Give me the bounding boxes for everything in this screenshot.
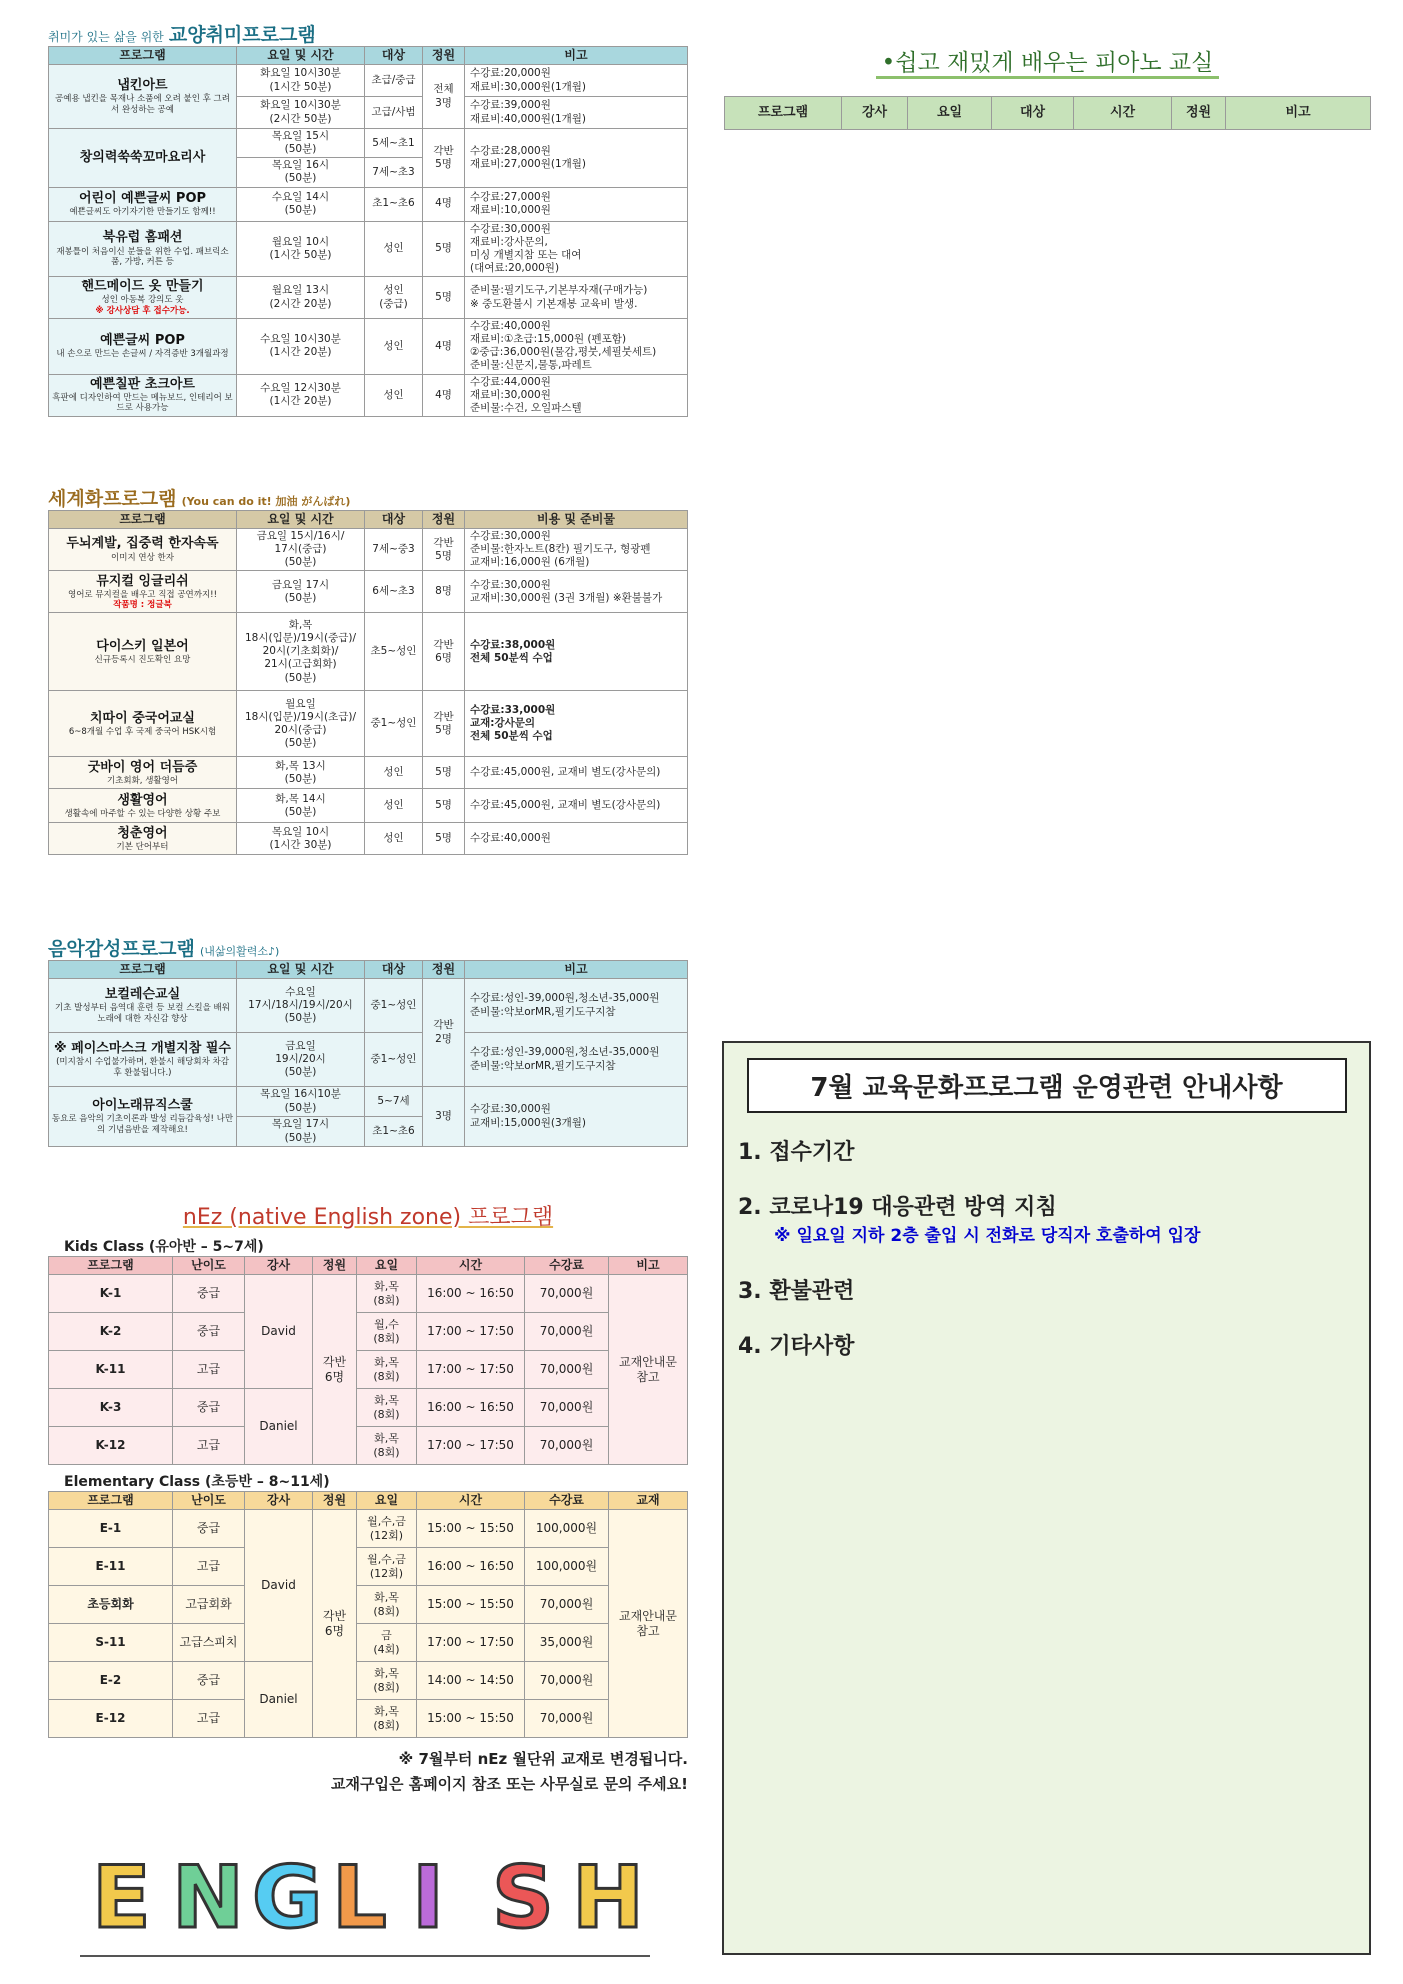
cell: 중1~성인 bbox=[365, 1033, 423, 1087]
piano-heading bbox=[724, 44, 1371, 96]
cell: 화,목 18시(입문)/19시(중급)/ 20시(기초회화)/ 21시(고급회화) (50분) bbox=[237, 613, 365, 691]
class-code: K-3 bbox=[49, 1389, 173, 1427]
english-letter: H bbox=[572, 1848, 644, 1948]
cell: 고급스피치 bbox=[173, 1624, 245, 1662]
global-title: 세계화프로그램 bbox=[48, 488, 177, 510]
english-letter: L bbox=[332, 1848, 387, 1948]
program-name: 예쁜글씨 POP 내 손으로 만드는 손글씨 / 자격증반 3개월과정 bbox=[49, 319, 237, 375]
global-table bbox=[48, 510, 688, 855]
column-header: 정원 bbox=[423, 47, 465, 65]
column-header: 시간 bbox=[417, 1492, 525, 1510]
cell: 16:00 ~ 16:50 bbox=[417, 1275, 525, 1313]
table-row bbox=[49, 1313, 688, 1351]
cell: 고급 bbox=[173, 1351, 245, 1389]
column-header: 요일 및 시간 bbox=[237, 511, 365, 529]
program-name: 보컬레슨교실 기초 발성부터 음역대 훈련 등 보컬 스킬을 배워 노래에 대한 자신감 향상 bbox=[49, 979, 237, 1033]
column-header: 난이도 bbox=[173, 1257, 245, 1275]
cell: 5명 bbox=[423, 789, 465, 823]
cell: 목요일 10시 (1시간 30분) bbox=[237, 823, 365, 855]
table-row bbox=[49, 319, 688, 375]
cell: 5명 bbox=[423, 757, 465, 789]
cell: 성인 bbox=[365, 757, 423, 789]
column-header: 정원 bbox=[423, 961, 465, 979]
english-letter: I bbox=[412, 1848, 444, 1948]
cell: 월,수,금 (12회) bbox=[357, 1548, 417, 1586]
english-baseline bbox=[80, 1955, 650, 1957]
cell: 초1~초6 bbox=[365, 187, 423, 221]
column-header: 프로그램 bbox=[49, 961, 237, 979]
cell: 수요일 10시30분 (1시간 20분) bbox=[237, 319, 365, 375]
program-name: 굿바이 영어 더듬증 기초회화, 생활영어 bbox=[49, 757, 237, 789]
cell: 4명 bbox=[423, 187, 465, 221]
cell: 고급회화 bbox=[173, 1586, 245, 1624]
table-row bbox=[49, 757, 688, 789]
class-code: E-2 bbox=[49, 1662, 173, 1700]
cell: 화,목 (8회) bbox=[357, 1427, 417, 1465]
notice-section-2: 2. 코로나19 대응관련 방역 지침 bbox=[738, 1195, 1057, 1220]
program-name: 두뇌계발, 집중력 한자속독 이미지 연상 한자 bbox=[49, 529, 237, 571]
cell: 금요일 17시 (50분) bbox=[237, 571, 365, 613]
program-name: 예쁜칠판 초크아트 흑판에 디자인하여 만드는 메뉴보드, 인테리어 보드로 사용가능 bbox=[49, 374, 237, 416]
table-row bbox=[49, 691, 688, 757]
cell: 목요일 15시 (50분) bbox=[237, 129, 365, 158]
program-name: 생활영어 생활속에 마주할 수 있는 다양한 상황 주보 bbox=[49, 789, 237, 823]
table-row bbox=[49, 1624, 688, 1662]
program-name: 청춘영어 기본 단어부터 bbox=[49, 823, 237, 855]
cell: 초급/중급 bbox=[365, 65, 423, 97]
table-row bbox=[49, 277, 688, 319]
cell: 중급 bbox=[173, 1275, 245, 1313]
cell: 16:00 ~ 16:50 bbox=[417, 1389, 525, 1427]
piano-section bbox=[724, 44, 1371, 130]
table-row bbox=[49, 613, 688, 691]
program-name: ※ 페이스마스크 개별지참 필수 (미지참시 수업불가하며, 환불시 해당회차 차감 후 환불됩니다.) bbox=[49, 1033, 237, 1087]
cell: 중급 bbox=[173, 1662, 245, 1700]
class-code: 초등회화 bbox=[49, 1586, 173, 1624]
notice-section-3: 3. 환불관련 bbox=[738, 1279, 855, 1304]
notice-section-4: 4. 기타사항 bbox=[738, 1334, 855, 1359]
cell: 목요일 16시10분 (50분) bbox=[237, 1087, 365, 1117]
music-heading bbox=[48, 934, 688, 960]
cell: 17:00 ~ 17:50 bbox=[417, 1624, 525, 1662]
column-header: 프로그램 bbox=[49, 511, 237, 529]
english-letter: E bbox=[92, 1848, 151, 1948]
column-header: 대상 bbox=[992, 97, 1074, 130]
cell: 수강료:39,000원 재료비:40,000원(1개월) bbox=[465, 97, 688, 129]
cell: 5명 bbox=[423, 221, 465, 277]
class-code: K-12 bbox=[49, 1427, 173, 1465]
cell: 5세~초1 bbox=[365, 129, 423, 158]
cell: 각반 5명 bbox=[423, 129, 465, 188]
music-table bbox=[48, 960, 688, 1147]
table-row bbox=[49, 1427, 688, 1465]
cell: 교재안내문 참고 bbox=[609, 1510, 688, 1738]
cell: 성인 bbox=[365, 319, 423, 375]
culture-heading bbox=[48, 20, 688, 46]
nez-title: nEz (native English zone) 프로그램 bbox=[182, 1205, 554, 1230]
table-row bbox=[49, 529, 688, 571]
notice-s2-blue: ※ 일요일 지하 2층 출입 시 전화로 당직자 호출하여 입장 bbox=[774, 1226, 1201, 1246]
column-header: 프로그램 bbox=[49, 47, 237, 65]
cell: 수강료:30,000원 재료비:강사문의, 미싱 개별지참 또는 대여 (대여료:20,000원) bbox=[465, 221, 688, 277]
column-header: 정원 bbox=[1172, 97, 1226, 130]
class-code: E-11 bbox=[49, 1548, 173, 1586]
cell: 16:00 ~ 16:50 bbox=[417, 1548, 525, 1586]
cell: 15:00 ~ 15:50 bbox=[417, 1510, 525, 1548]
column-header: 요일 및 시간 bbox=[237, 47, 365, 65]
cell: 화요일 10시30분 (1시간 50분) bbox=[237, 65, 365, 97]
cell: 화요일 10시30분 (2시간 50분) bbox=[237, 97, 365, 129]
cell: 17:00 ~ 17:50 bbox=[417, 1351, 525, 1389]
cell: 월요일 18시(입문)/19시(초급)/ 20시(중급) (50분) bbox=[237, 691, 365, 757]
cell: 고급 bbox=[173, 1548, 245, 1586]
cell: 수요일 12시30분 (1시간 20분) bbox=[237, 374, 365, 416]
program-name: 창의력쑥쑥꼬마요리사 bbox=[49, 129, 237, 188]
teacher: Daniel bbox=[245, 1662, 313, 1738]
cell: 5명 bbox=[423, 277, 465, 319]
cell: 6세~초3 bbox=[365, 571, 423, 613]
cell: 수강료:성인-39,000원,청소년-35,000원 준비물:악보orMR,필기도구지참 bbox=[465, 1033, 688, 1087]
cell: 화,목 (8회) bbox=[357, 1662, 417, 1700]
cell: 4명 bbox=[423, 374, 465, 416]
global-heading bbox=[48, 484, 688, 510]
cell: 초5~성인 bbox=[365, 613, 423, 691]
cell: 수강료:33,000원 교재:강사문의 전체 50분씩 수업 bbox=[465, 691, 688, 757]
cell: 준비물:필기도구,기본부자재(구매가능) ※ 중도환불시 기본재봉 교육비 발생. bbox=[465, 277, 688, 319]
teacher: Daniel bbox=[245, 1389, 313, 1465]
cell: 70,000원 bbox=[525, 1586, 609, 1624]
cell: 화,목 (8회) bbox=[357, 1389, 417, 1427]
table-row bbox=[49, 1389, 688, 1427]
cell: 수강료:30,000원 교재비:15,000원(3개월) bbox=[465, 1087, 688, 1147]
cell: 각반 5명 bbox=[423, 529, 465, 571]
table-row bbox=[49, 1087, 688, 1117]
cell: 수요일 17시/18시/19시/20시 (50분) bbox=[237, 979, 365, 1033]
cell: 70,000원 bbox=[525, 1700, 609, 1738]
column-header: 강사 bbox=[245, 1257, 313, 1275]
cell: 3명 bbox=[423, 1087, 465, 1147]
cell: 목요일 16시 (50분) bbox=[237, 158, 365, 187]
table-row bbox=[49, 65, 688, 97]
cell: 성인 bbox=[365, 789, 423, 823]
program-name: 뮤지컬 잉글리쉬 영어로 뮤지컬을 배우고 직접 공연까지!! 작품명 : 정글북 bbox=[49, 571, 237, 613]
cell: 중급 bbox=[173, 1389, 245, 1427]
cell: 각반 2명 bbox=[423, 979, 465, 1087]
cell: 전체 3명 bbox=[423, 65, 465, 129]
cell: 70,000원 bbox=[525, 1427, 609, 1465]
cell: 4명 bbox=[423, 319, 465, 375]
cell: 수강료:30,000원 교재비:30,000원 (3권 3개월) ※환불불가 bbox=[465, 571, 688, 613]
elem-table bbox=[48, 1491, 688, 1738]
column-header: 수강료 bbox=[525, 1257, 609, 1275]
cell: 중급 bbox=[173, 1313, 245, 1351]
table-row bbox=[49, 823, 688, 855]
cell: 14:00 ~ 14:50 bbox=[417, 1662, 525, 1700]
cell: 15:00 ~ 15:50 bbox=[417, 1586, 525, 1624]
column-header: 프로그램 bbox=[49, 1492, 173, 1510]
column-header: 프로그램 bbox=[725, 97, 842, 130]
column-header: 대상 bbox=[365, 961, 423, 979]
cell: 100,000원 bbox=[525, 1548, 609, 1586]
piano-table bbox=[724, 96, 1371, 130]
cell: 수강료:38,000원 전체 50분씩 수업 bbox=[465, 613, 688, 691]
cell: 중1~성인 bbox=[365, 691, 423, 757]
table-row bbox=[49, 1033, 688, 1087]
music-title: 음악감성프로그램 bbox=[48, 938, 195, 960]
cell: 수강료:30,000원 준비물:한자노트(8칸) 필기도구, 형광펜 교재비:16,000원 (6개월) bbox=[465, 529, 688, 571]
cell: 수요일 14시 (50분) bbox=[237, 187, 365, 221]
table-row bbox=[49, 1662, 688, 1700]
cell: 수강료:45,000원, 교재비 별도(강사문의) bbox=[465, 789, 688, 823]
cell: 100,000원 bbox=[525, 1510, 609, 1548]
table-row bbox=[49, 1548, 688, 1586]
class-code: S-11 bbox=[49, 1624, 173, 1662]
program-name: 북유럽 홈패션 재봉틀이 처음이신 분들을 위한 수업. 패브릭소품, 가방, 커튼 등 bbox=[49, 221, 237, 277]
cell: 수강료:20,000원 재료비:30,000원(1개월) bbox=[465, 65, 688, 97]
class-code: E-1 bbox=[49, 1510, 173, 1548]
cell: 초1~초6 bbox=[365, 1117, 423, 1147]
table-row bbox=[49, 221, 688, 277]
column-header: 시간 bbox=[417, 1257, 525, 1275]
cell: 수강료:40,000원 재료비:①초급:15,000원 (펜포함) ②중급:36,000원(물감,평붓,세필붓세트) 준비물:신문지,물통,파레트 bbox=[465, 319, 688, 375]
cell: 금요일 15시/16시/ 17시(중급) (50분) bbox=[237, 529, 365, 571]
table-row bbox=[49, 1510, 688, 1548]
cell: 월요일 10시 (1시간 50분) bbox=[237, 221, 365, 277]
program-name: 냅킨아트 공예용 냅킨을 목재나 소품에 오려 붙인 후 그려서 완성하는 공예 bbox=[49, 65, 237, 129]
global-section bbox=[48, 484, 688, 855]
class-code: K-1 bbox=[49, 1275, 173, 1313]
program-name: 다이스키 일본어 신규등록시 진도확인 요망 bbox=[49, 613, 237, 691]
cell: 수강료:45,000원, 교재비 별도(강사문의) bbox=[465, 757, 688, 789]
column-header: 비고 bbox=[1226, 97, 1371, 130]
cell: 70,000원 bbox=[525, 1389, 609, 1427]
nez-section bbox=[48, 1200, 688, 1794]
cell: 성인 bbox=[365, 823, 423, 855]
cell: 성인 bbox=[365, 374, 423, 416]
column-header: 강사 bbox=[245, 1492, 313, 1510]
cell: 수강료:성인-39,000원,청소년-35,000원 준비물:악보orMR,필기도구지참 bbox=[465, 979, 688, 1033]
cell: 15:00 ~ 15:50 bbox=[417, 1700, 525, 1738]
column-header: 프로그램 bbox=[49, 1257, 173, 1275]
table-row bbox=[49, 979, 688, 1033]
cell: 성인 (중급) bbox=[365, 277, 423, 319]
table-row bbox=[49, 129, 688, 158]
column-header: 요일 bbox=[357, 1492, 417, 1510]
cell: 35,000원 bbox=[525, 1624, 609, 1662]
cell: 각반 6명 bbox=[313, 1510, 357, 1738]
cell: 수강료:40,000원 bbox=[465, 823, 688, 855]
column-header: 비고 bbox=[609, 1257, 688, 1275]
cell: 8명 bbox=[423, 571, 465, 613]
column-header: 요일 bbox=[908, 97, 992, 130]
cell: 70,000원 bbox=[525, 1313, 609, 1351]
table-row bbox=[49, 1275, 688, 1313]
class-code: E-12 bbox=[49, 1700, 173, 1738]
english-letter: S bbox=[492, 1848, 554, 1948]
cell: 고급/사범 bbox=[365, 97, 423, 129]
table-row bbox=[49, 1351, 688, 1389]
cell: 70,000원 bbox=[525, 1662, 609, 1700]
column-header: 비고 bbox=[465, 47, 688, 65]
column-header: 요일 bbox=[357, 1257, 417, 1275]
cell: 17:00 ~ 17:50 bbox=[417, 1427, 525, 1465]
culture-table bbox=[48, 46, 688, 417]
column-header: 수강료 bbox=[525, 1492, 609, 1510]
cell: 월,수 (8회) bbox=[357, 1313, 417, 1351]
column-header: 시간 bbox=[1074, 97, 1172, 130]
nez-notice-1: ※ 7월부터 nEz 월단위 교재로 변경됩니다. bbox=[398, 1750, 688, 1768]
cell: 화,목 13시 (50분) bbox=[237, 757, 365, 789]
cell: 교재안내문 참고 bbox=[609, 1275, 688, 1465]
cell: 수강료:27,000원 재료비:10,000원 bbox=[465, 187, 688, 221]
column-header: 대상 bbox=[365, 511, 423, 529]
cell: 성인 bbox=[365, 221, 423, 277]
program-name: 아이노래뮤직스쿨 동요로 음악의 기초이론과 발성 리듬감육성! 나만의 기념음반을 제작해요! bbox=[49, 1087, 237, 1147]
notice-section-1: 1. 접수기간 bbox=[738, 1140, 855, 1165]
cell: 화,목 (8회) bbox=[357, 1275, 417, 1313]
column-header: 대상 bbox=[365, 47, 423, 65]
cell: 고급 bbox=[173, 1700, 245, 1738]
music-slogan: (내삶의활력소♪) bbox=[199, 945, 280, 958]
cell: 금요일 19시/20시 (50분) bbox=[237, 1033, 365, 1087]
program-name: 핸드메이드 옷 만들기 성인 아동복 강의도 옷 ※ 강사상담 후 접수가능. bbox=[49, 277, 237, 319]
cell: 화,목 (8회) bbox=[357, 1700, 417, 1738]
kids-title: Kids Class (유아반 – 5~7세) bbox=[64, 1239, 264, 1255]
cell: 7세~중3 bbox=[365, 529, 423, 571]
english-letter: N bbox=[172, 1848, 244, 1948]
column-header: 정원 bbox=[423, 511, 465, 529]
cell: 월요일 13시 (2시간 20분) bbox=[237, 277, 365, 319]
teacher: David bbox=[245, 1275, 313, 1389]
table-row bbox=[49, 571, 688, 613]
table-row bbox=[49, 789, 688, 823]
piano-title: •쉽고 재밌게 배우는 피아노 교실 bbox=[876, 50, 1220, 79]
notice-box bbox=[722, 1041, 1371, 1955]
cell: 각반 5명 bbox=[423, 691, 465, 757]
column-header: 비고 bbox=[465, 961, 688, 979]
cell: 고급 bbox=[173, 1427, 245, 1465]
cell: 17:00 ~ 17:50 bbox=[417, 1313, 525, 1351]
column-header: 비용 및 준비물 bbox=[465, 511, 688, 529]
column-header: 강사 bbox=[842, 97, 908, 130]
cell: 수강료:44,000원 재료비:30,000원 준비물:수건, 오일파스텔 bbox=[465, 374, 688, 416]
cell: 수강료:28,000원 재료비:27,000원(1개월) bbox=[465, 129, 688, 188]
cell: 목요일 17시 (50분) bbox=[237, 1117, 365, 1147]
cell: 7세~초3 bbox=[365, 158, 423, 187]
table-row bbox=[49, 1700, 688, 1738]
nez-notice-2: 교재구입은 홈페이지 참조 또는 사무실로 문의 주세요! bbox=[331, 1775, 688, 1793]
cell: 각반 6명 bbox=[313, 1275, 357, 1465]
class-code: K-2 bbox=[49, 1313, 173, 1351]
column-header: 교재 bbox=[609, 1492, 688, 1510]
column-header: 정원 bbox=[313, 1492, 357, 1510]
english-letter: G bbox=[252, 1848, 323, 1948]
table-row bbox=[49, 374, 688, 416]
culture-subtitle: 취미가 있는 삶을 위한 bbox=[48, 30, 164, 44]
column-header: 난이도 bbox=[173, 1492, 245, 1510]
notice-title: 7월 교육문화프로그램 운영관련 안내사항 bbox=[747, 1058, 1347, 1113]
table-row bbox=[49, 1586, 688, 1624]
program-name: 치따이 중국어교실 6~8개월 수업 후 국제 중국어 HSK시험 bbox=[49, 691, 237, 757]
cell: 월,수,금 (12회) bbox=[357, 1510, 417, 1548]
class-code: K-11 bbox=[49, 1351, 173, 1389]
cell: 화,목 (8회) bbox=[357, 1351, 417, 1389]
global-slogan: (You can do it! 加油 がんばれ) bbox=[181, 495, 351, 508]
culture-title: 교양취미프로그램 bbox=[168, 24, 316, 46]
culture-section bbox=[48, 20, 688, 417]
cell: 화,목 (8회) bbox=[357, 1586, 417, 1624]
cell: 금 (4회) bbox=[357, 1624, 417, 1662]
elem-title: Elementary Class (초등반 – 8~11세) bbox=[64, 1474, 330, 1490]
column-header: 요일 및 시간 bbox=[237, 961, 365, 979]
column-header: 정원 bbox=[313, 1257, 357, 1275]
cell: 중1~성인 bbox=[365, 979, 423, 1033]
music-section bbox=[48, 934, 688, 1147]
teacher: David bbox=[245, 1510, 313, 1662]
cell: 70,000원 bbox=[525, 1275, 609, 1313]
cell: 각반 6명 bbox=[423, 613, 465, 691]
cell: 중급 bbox=[173, 1510, 245, 1548]
program-name: 어린이 예쁜글씨 POP 예쁜글씨도 아기자기한 만들기도 함께!! bbox=[49, 187, 237, 221]
cell: 5~7세 bbox=[365, 1087, 423, 1117]
kids-table bbox=[48, 1256, 688, 1465]
table-row bbox=[49, 187, 688, 221]
cell: 화,목 14시 (50분) bbox=[237, 789, 365, 823]
cell: 70,000원 bbox=[525, 1351, 609, 1389]
cell: 5명 bbox=[423, 823, 465, 855]
